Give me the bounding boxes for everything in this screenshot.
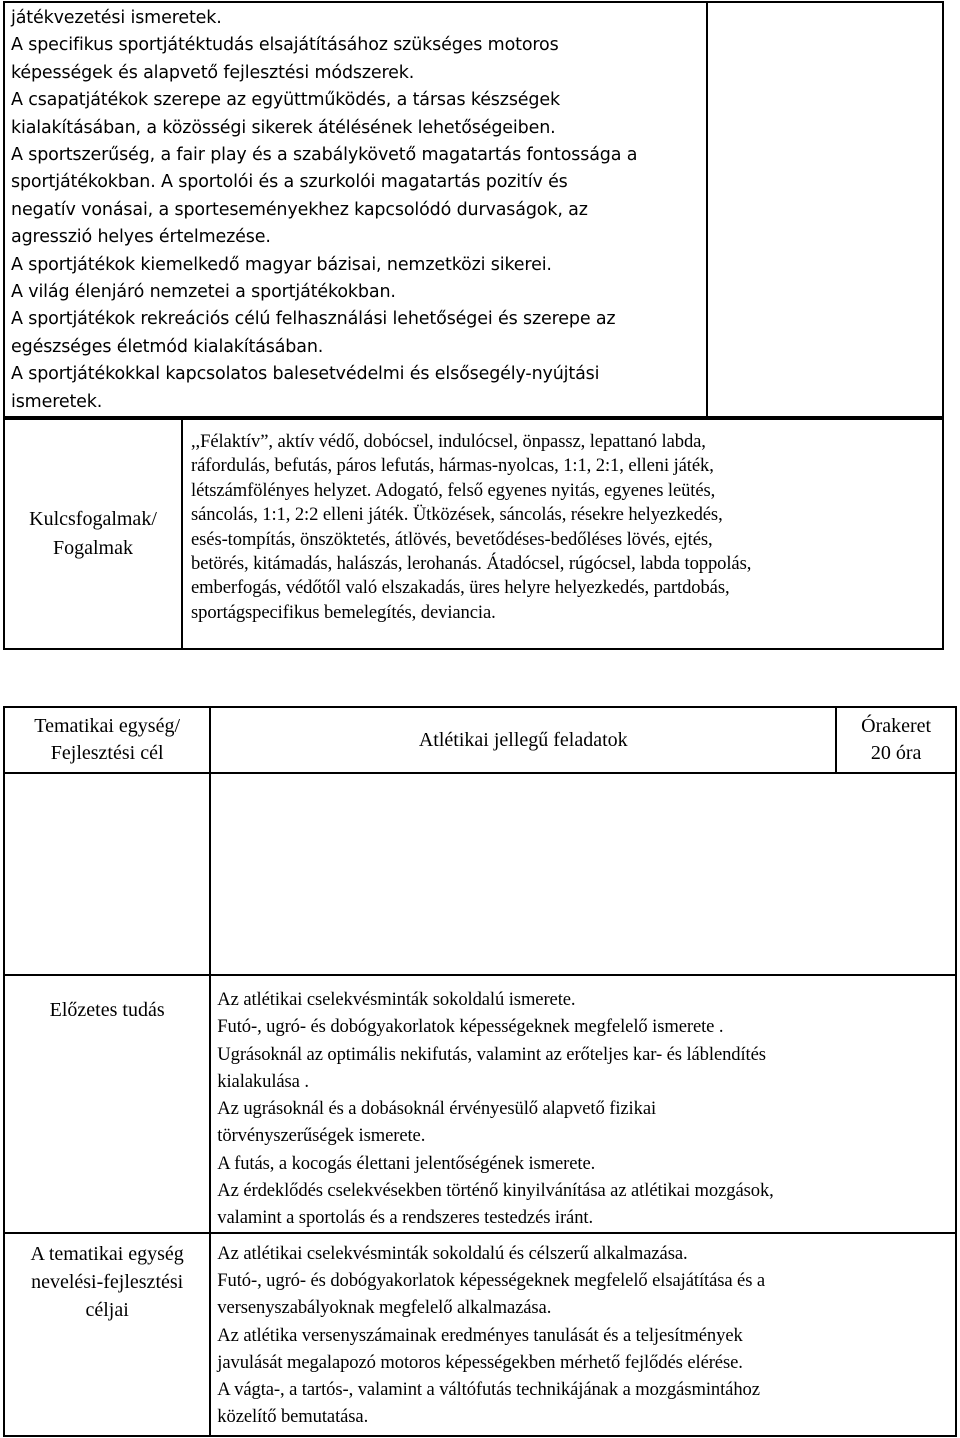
table-row [4,419,943,649]
content-line: egészséges életmód kialakításában. [11,336,324,357]
label-line: Fogalmak [53,537,133,559]
concepts-line: ráfordulás, befutás, páros lefutás, hármas-nyolcas, 1:1, 2:1, elleni játék, [191,455,714,477]
prior-line: Futó-, ugró- és dobógyakorlatok képességeknek megfelelő ismerete . [217,1016,724,1038]
thematic-unit-table [3,706,957,1437]
prior-line: Ugrásoknál az optimális nekifutás, valamint az erőteljes kar- és láblendítés [217,1043,766,1065]
goals-text-cell [210,1233,956,1436]
empty-cell [210,773,956,975]
label-line: céljai [85,1298,129,1321]
content-line: ismeretek. [11,391,103,412]
table-row [4,1233,956,1436]
prior-line: kialakulása . [217,1070,309,1092]
goals-line: Az atlétika versenyszámainak eredményes tanulását és a teljesítmények [217,1324,743,1346]
prior-line: Az érdeklődés cselekvésekben történő kinyilvánítása az atlétikai mozgások, [217,1180,774,1202]
content-line: A specifikus sportjátéktudás elsajátításához szükséges motoros [11,35,559,56]
prior-line: Az atlétikai cselekvésminták sokoldalú ismerete. [217,989,576,1010]
label-line: Tematikai egység/ [34,715,181,737]
content-text-cell [4,2,707,417]
goals-line: A vágta-, a tartós-, valamint a váltófutás technikájának a mozgásmintához [217,1379,760,1401]
label-line: Kulcsfogalmak/ [29,508,157,530]
content-table [3,1,944,418]
key-concepts-label [4,419,182,649]
concepts-line: betörés, kitámadás, halászás, lerohanás. Átadócsel, rúgócsel, labda toppolás, [191,553,752,575]
content-line: A sportjátékok rekreációs célú felhasználási lehetőségei és szerepe az [11,309,616,330]
content-line: A sportszerűség, a fair play és a szabálykövető magatartás fontossága a [11,145,638,166]
table-row [4,773,956,975]
key-concepts-text-cell [182,419,943,649]
goals-line: Futó-, ugró- és dobógyakorlatok képességeknek megfelelő elsajátítása és a [217,1269,766,1291]
unit-title: Atlétikai jellegű feladatok [418,728,628,751]
content-line: A sportjátékok kiemelkedő magyar bázisai, nemzetközi sikerei. [11,254,552,275]
prior-knowledge-label [4,975,210,1233]
goals-line: versenyszabályoknak megfelelő alkalmazása. [217,1297,552,1319]
hours-value: 20 óra [870,742,922,764]
prior-line: törvényszerűségek ismerete. [217,1125,426,1147]
empty-cell [4,773,210,975]
concepts-line: ,,Félaktív”, aktív védő, dobócsel, indulócsel, önpassz, lepattanó labda, [191,431,706,452]
content-line: kialakításában, a közösségi sikerek átélésének lehetőségeiben. [11,117,556,138]
label-line: Előzetes tudás [49,999,165,1021]
concepts-line: emberfogás, védőtől való elszakadás, üres helyre helyezkedés, partdobás, [191,577,730,599]
goals-line: közelítő bemutatása. [217,1406,369,1428]
content-line: agresszió helyes értelmezése. [11,227,271,248]
table-row [4,707,956,773]
content-line: A sportjátékokkal kapcsolatos balesetvédelmi és elsősegély-nyújtási [11,364,600,385]
label-line: A tematikai egység [30,1242,184,1265]
unit-title-cell [210,707,836,773]
hours-cell [836,707,956,773]
prior-line: A futás, a kocogás élettani jelentőségének ismerete. [217,1152,596,1174]
prior-knowledge-text-cell [210,975,956,1233]
content-line: A világ élenjáró nemzetei a sportjátékokban. [11,282,396,303]
concepts-line: sportágspecifikus bemelegítés, deviancia. [191,601,496,623]
table-row [4,2,943,417]
goals-line: javulását megalapozó motoros képességekben mérhető fejlődés elérése. [217,1351,743,1373]
goals-label [4,1233,210,1436]
hours-label: Órakeret [861,715,932,737]
content-line: A csapatjátékok szerepe az együttműködés, a társas készségek [11,90,560,111]
prior-line: Az ugrásoknál és a dobásoknál érvényesülő alapvető fizikai [217,1098,657,1120]
prior-line: valamint a sportolás és a rendszeres testedzés iránt. [217,1207,594,1229]
goals-line: Az atlétikai cselekvésminták sokoldalú és célszerű alkalmazása. [217,1242,688,1264]
label-line: nevelési-fejlesztési [31,1270,184,1293]
content-line: képességek és alapvető fejlesztési módszerek. [11,62,415,83]
unit-header-label [4,707,210,773]
label-line: Fejlesztési cél [50,742,164,764]
key-concepts-table [3,418,944,650]
content-line: játékvezetési ismeretek. [11,8,222,28]
content-line: negatív vonásai, a sporteseményekhez kapcsolódó durvaságok, az [11,199,588,220]
concepts-line: sáncolás, 1:1, 2:2 elleni játék. Ütközések, sáncolás, résekre helyezkedés, [191,504,723,526]
empty-cell [707,2,943,417]
concepts-line: esés-tompítás, önszöktetés, átlövés, bevetődéses-bedőléses lövés, ejtés, [191,528,713,550]
content-line: sportjátékokban. A sportolói és a szurkolói magatartás pozitív és [11,172,568,193]
concepts-line: létszámfölényes helyzet. Adogató, felső egyenes nyitás, egyenes leütés, [191,479,716,501]
table-row [4,975,956,1233]
